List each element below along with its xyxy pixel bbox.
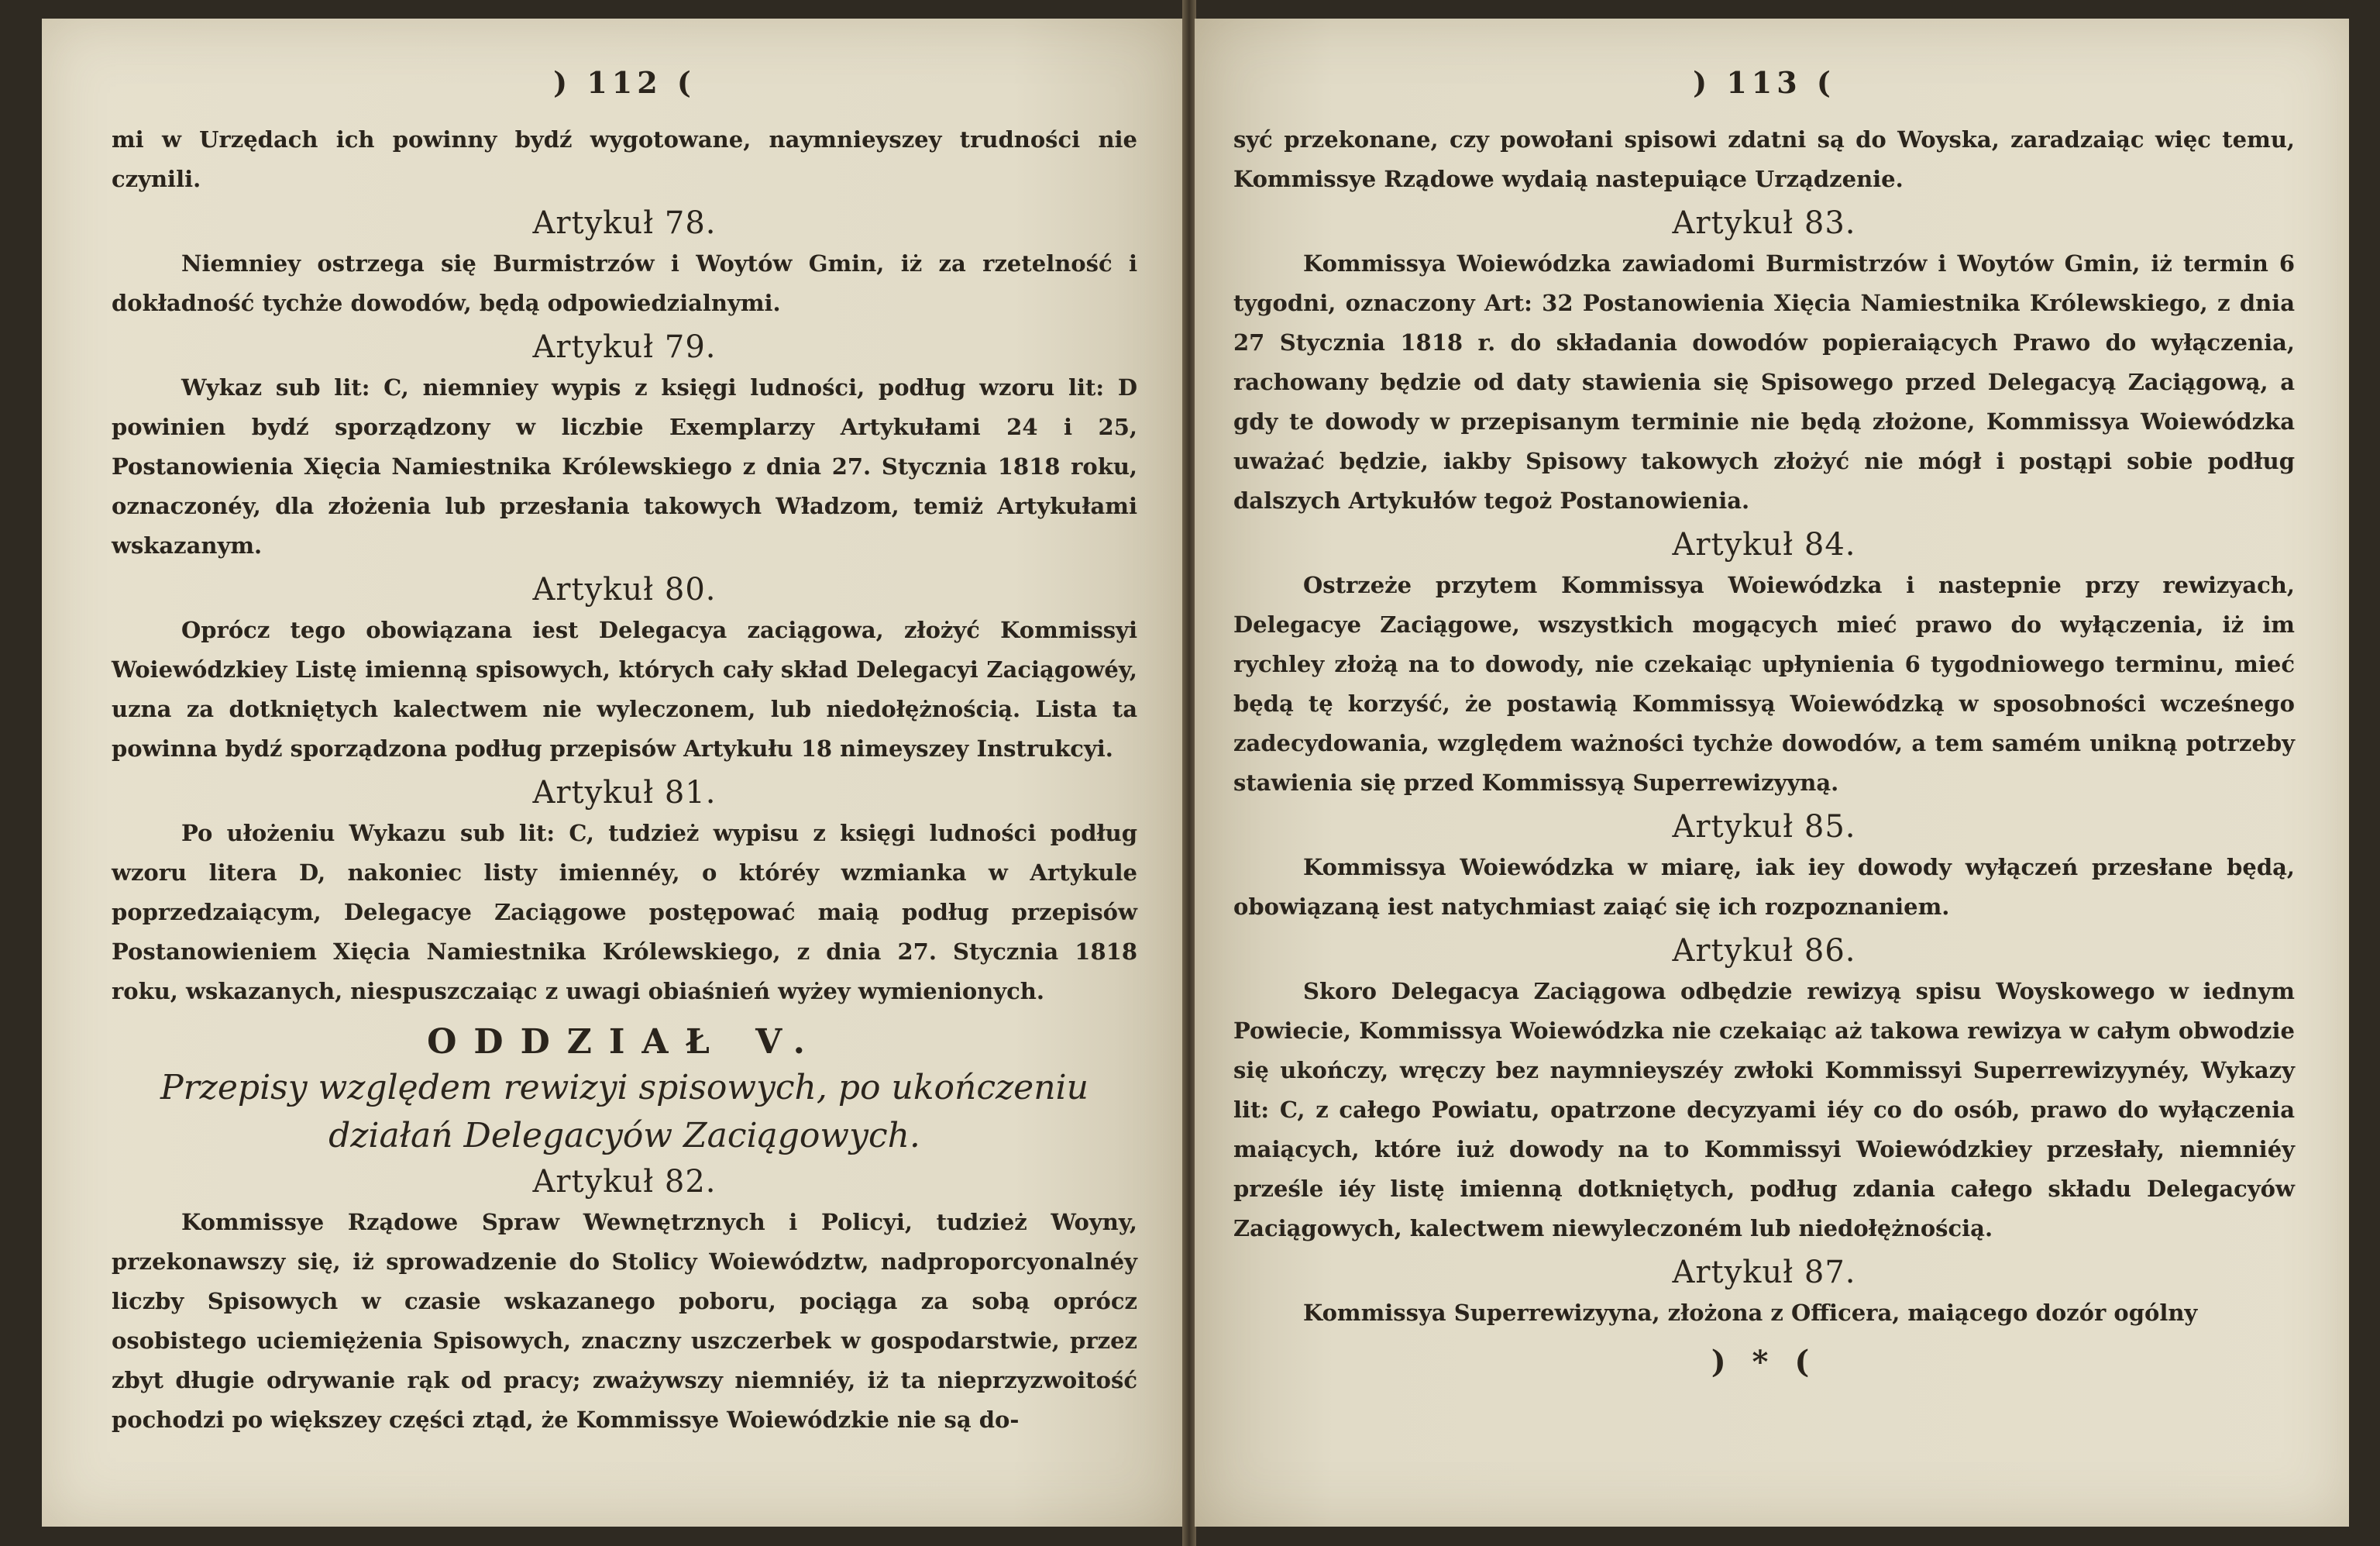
article-82-text: Kommissye Rządowe Spraw Wewnętrznych i Policyi, tudzież Woyny, przekonawszy się, iż sprowadzenie do Stolicy Woiewództw, nadproporcyonalnéy liczby Spisowych w czasie wskazanego poboru, pociąga za sobą oprócz osobistego uciemiężenia Spisowych, znaczny uszczerbek w gospodarstwie, przez zbyt długie odrywanie rąk od pracy; zważywszy niemniéy, iż ta nieprzyzwoitość pochodzi po większey części ztąd, że Kommissye Woiewódzkie nie są do- [112,1209,1137,1433]
section-subtitle-line-1: Przepisy względem rewizyi spisowych, po ukończeniu [160,1068,1089,1107]
paragraph-intro-right: syć przekonane, czy powołani spisowi zdatni są do Woyska, zaradzaiąc więc temu, Kommissye Rządowe wydaią nastepuiące Urządzenie. [1233,126,2295,192]
article-79-heading: Artykuł 79. [532,329,717,365]
article-82-heading: Artykuł 82. [532,1164,717,1200]
article-87-text: Kommissya Superrewizyyna, złożona z Officera, maiącego dozór ogólny [1303,1300,2198,1326]
article-85-text: Kommissya Woiewódzka w miarę, iak iey dowody wyłączeń przesłane będą, obowiązaną iest natychmiast zaiąć się ich rozpoznaniem. [1233,854,2295,920]
section-heading: ODDZIAŁ V. [427,1022,822,1062]
left-page [42,19,1184,1527]
article-86-text: Skoro Delegacya Zaciągowa odbędzie rewizyą spisu Woyskowego w iednym Powiecie, Kommissya Woiewódzka nie czekaiąc aż takowa rewizya w całym obwodzie się ukończy, wręczy bez naymnieyszéy zwłoki Kommissyi Superrewizyynéy, Wykazy lit: C, z całego Powiatu, opatrzone decyzyami iéy co do osób, prawo do wyłączenia maiących, które iuż dowody na to Kommissyi Woiewódzkiey przesłały, niemniéy prześle iéy listę imienną dotkniętych, podług zdania całego składu Delegacyów Zaciągowych, kalectwem niewyleczoném lub niedołężnością. [1233,978,2295,1241]
article-78-text: Niemniey ostrzega się Burmistrzów i Woytów Gmin, iż za rzetelność i dokładność tychże dowodów, będą odpowiedzialnymi. [112,250,1137,316]
section-subtitle-line-2: działań Delegacyów Zaciągowych. [328,1116,920,1155]
right-page-content [1233,65,2295,1380]
right-page [1195,19,2349,1527]
article-87-heading: Artykuł 87. [1672,1255,1856,1290]
article-86-heading: Artykuł 86. [1672,933,1856,969]
article-83-text: Kommissya Woiewódzka zawiadomi Burmistrzów i Woytów Gmin, iż termin 6 tygodni, oznaczony Art: 32 Postanowienia Xięcia Namiestnika Królewskiego, z dnia 27 Stycznia 1818 r. do składania dowodów popieraiących Prawo do wyłączenia, rachowany będzie od daty stawienia się Spisowego przed Delegacyą Zaciągową, a gdy te dowody w przepisanym terminie nie będą złożone, Kommissya Woiewódzka uważać będzie, iakby Spisowy takowych złożyć nie mógł i postąpi sobie podług dalszych Artykułów tegoż Postanowienia. [1233,250,2295,514]
page-catchword: ) * ( [1711,1344,1818,1380]
article-81-text: Po ułożeniu Wykazu sub lit: C, tudzież wypisu z księgi ludności podług wzoru litera D, nakoniec listy imiennéy, o któréy wzmianka w Artykule poprzedzaiącym, Delegacye Zaciągowe postępować maią podług przepisów Postanowieniem Xięcia Namiestnika Królewskiego, z dnia 27. Stycznia 1818 roku, wskazanych, niespuszczaiąc z uwagi obiaśnień wyżey wymienionych. [112,820,1137,1004]
article-79-text: Wykaz sub lit: C, niemniey wypis z księgi ludności, podług wzoru lit: D powinien bydź sporządzony w liczbie Exemplarzy Artykułami 24 i 25, Postanowienia Xięcia Namiestnika Królewskiego z dnia 27. Stycznia 1818 roku, oznaczonéy, dla złożenia lub przesłania takowych Władzom, temiż Artykułami wskazanym. [112,374,1137,559]
page-number-right: ) 113 ( [1693,65,1835,100]
article-81-heading: Artykuł 81. [532,775,717,811]
article-83-heading: Artykuł 83. [1672,205,1856,241]
page-number-left: ) 112 ( [553,65,696,100]
article-80-heading: Artykuł 80. [532,572,717,608]
article-84-text: Ostrzeże przytem Kommissya Woiewódzka i nastepnie przy rewizyach, Delegacye Zaciągowe, wszystkich mogących mieć prawo do wyłączenia, iż im rychley złożą na to dowody, nie czekaiąc upłynienia 6 tygodniowego terminu, mieć będą tę korzyść, że postawią Kommissyą Woiewódzką w sposobności wcześnego zadecydowania, względem ważności tychże dowodów, a tem samém unikną potrzeby stawienia się przed Kommissyą Superrewizyyną. [1233,572,2295,796]
left-page-content [112,65,1137,1440]
article-84-heading: Artykuł 84. [1672,527,1856,563]
article-78-heading: Artykuł 78. [532,205,717,241]
article-80-text: Oprócz tego obowiązana iest Delegacya zaciągowa, złożyć Kommissyi Woiewódzkiey Listę imienną spisowych, których cały skład Delegacyi Zaciągowéy, uzna za dotkniętych kalectwem nie wyleczonem, lub niedołężnością. Lista ta powinna bydź sporządzona podług przepisów Artykułu 18 nimeyszey Instrukcyi. [112,617,1137,762]
paragraph-intro-left: mi w Urzędach ich powinny bydź wygotowane, naymnieyszey trudności nie czynili. [112,126,1137,192]
article-85-heading: Artykuł 85. [1672,809,1856,845]
